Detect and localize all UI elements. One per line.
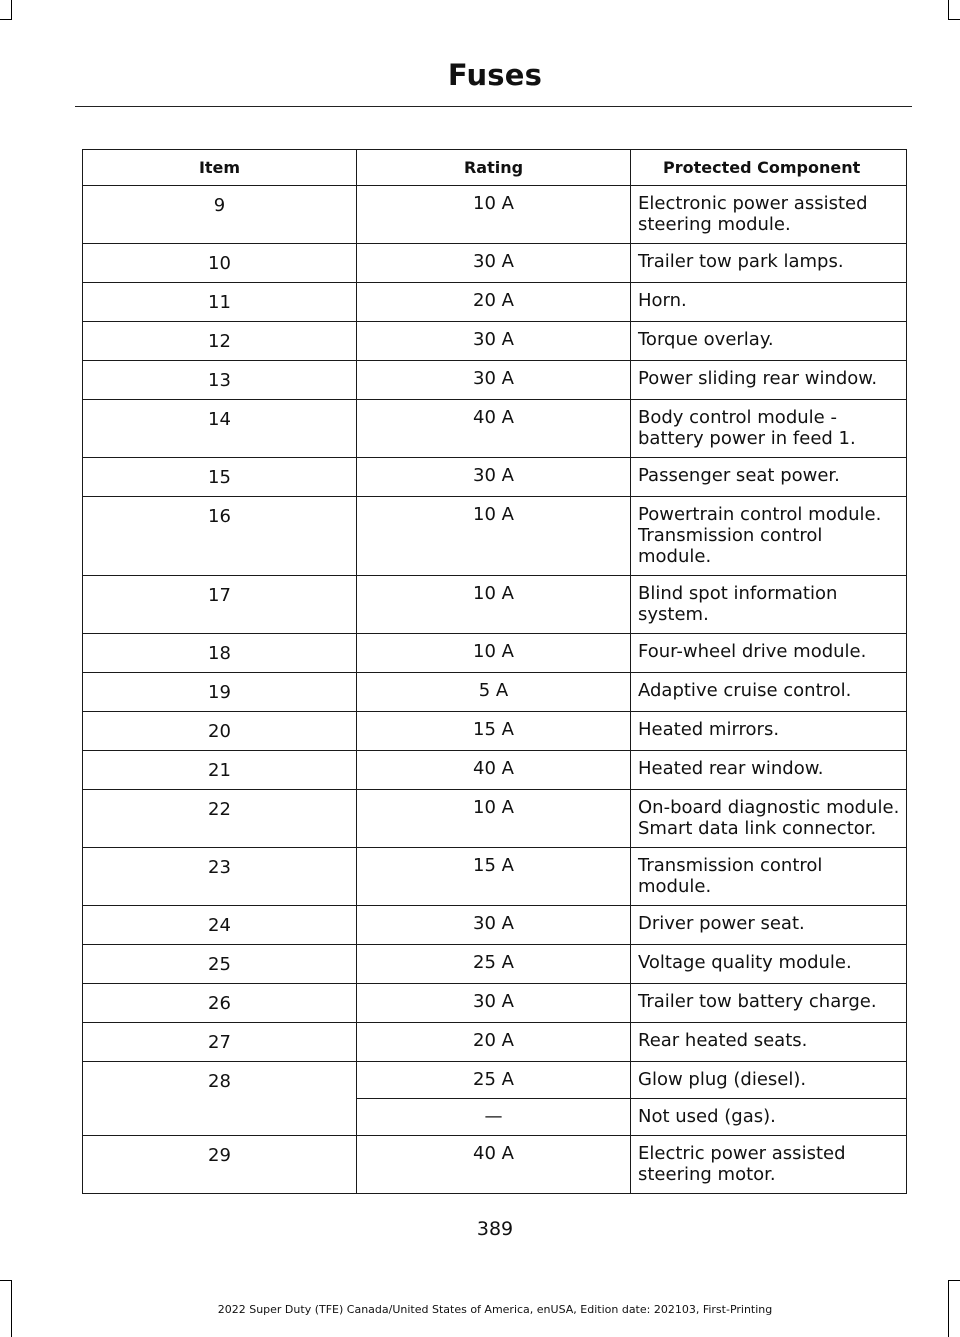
table-row bbox=[83, 361, 907, 400]
component-text: Transmission control module. bbox=[638, 855, 823, 897]
component-text: Passenger seat power. bbox=[638, 465, 840, 486]
protected-component bbox=[631, 458, 907, 497]
component-text: Driver power seat. bbox=[638, 913, 805, 934]
table-row bbox=[83, 790, 907, 848]
table-row bbox=[83, 673, 907, 712]
protected-component bbox=[631, 790, 907, 848]
protected-component bbox=[631, 984, 907, 1023]
protected-component bbox=[631, 906, 907, 945]
component-text: Transmission control module. bbox=[638, 525, 823, 567]
fuse-item-number: 10 bbox=[83, 244, 357, 283]
fuse-rating: 40 A bbox=[357, 1136, 631, 1194]
fuse-rating: 40 A bbox=[357, 400, 631, 458]
table-row bbox=[83, 1023, 907, 1062]
component-text: Trailer tow park lamps. bbox=[638, 251, 844, 272]
protected-component bbox=[631, 576, 907, 634]
component-text: Adaptive cruise control. bbox=[638, 680, 852, 701]
protected-component bbox=[631, 322, 907, 361]
fuse-rating: 40 A bbox=[357, 751, 631, 790]
protected-component bbox=[631, 361, 907, 400]
fuse-rating: 10 A bbox=[357, 186, 631, 244]
column-header-protected-component: Protected Component bbox=[631, 150, 907, 186]
component-text: Heated mirrors. bbox=[638, 719, 780, 740]
component-text: Smart data link connector. bbox=[638, 818, 877, 839]
fuse-item-number: 18 bbox=[83, 634, 357, 673]
protected-component bbox=[631, 244, 907, 283]
fuse-rating: 30 A bbox=[357, 984, 631, 1023]
protected-component bbox=[631, 186, 907, 244]
fuse-item-number: 12 bbox=[83, 322, 357, 361]
fuse-rating: 30 A bbox=[357, 361, 631, 400]
component-text: Glow plug (diesel). bbox=[638, 1069, 807, 1090]
protected-component bbox=[631, 945, 907, 984]
fuse-rating: 15 A bbox=[357, 848, 631, 906]
table-row bbox=[83, 458, 907, 497]
table-row bbox=[83, 751, 907, 790]
fuse-rating: 25 A bbox=[357, 1062, 631, 1099]
protected-component bbox=[631, 497, 907, 576]
fuse-item-number: 24 bbox=[83, 906, 357, 945]
protected-component bbox=[631, 1099, 907, 1136]
table-row bbox=[83, 906, 907, 945]
fuse-item-number: 15 bbox=[83, 458, 357, 497]
protected-component bbox=[631, 634, 907, 673]
fuse-rating: 15 A bbox=[357, 712, 631, 751]
page-title: Fuses bbox=[447, 58, 543, 92]
fuse-item-number: 21 bbox=[83, 751, 357, 790]
fuse-item-number: 20 bbox=[83, 712, 357, 751]
protected-component bbox=[631, 1023, 907, 1062]
crop-mark bbox=[948, 19, 960, 20]
table-row bbox=[83, 945, 907, 984]
fuse-item-number: 28 bbox=[83, 1062, 357, 1136]
fuse-item-number: 23 bbox=[83, 848, 357, 906]
component-text: On-board diagnostic module. bbox=[638, 797, 900, 818]
table-header-row bbox=[83, 150, 907, 186]
component-text: Powertrain control module. bbox=[638, 504, 882, 525]
table-row bbox=[83, 712, 907, 751]
protected-component bbox=[631, 400, 907, 458]
fuse-item-number: 11 bbox=[83, 283, 357, 322]
fuse-item-number: 16 bbox=[83, 497, 357, 576]
protected-component bbox=[631, 712, 907, 751]
fuse-item-number: 29 bbox=[83, 1136, 357, 1194]
table-row bbox=[83, 1062, 907, 1099]
component-text: Blind spot information system. bbox=[638, 583, 838, 625]
protected-component bbox=[631, 1136, 907, 1194]
component-text: Trailer tow battery charge. bbox=[638, 991, 877, 1012]
fuse-item-number: 14 bbox=[83, 400, 357, 458]
component-text: Four-wheel drive module. bbox=[638, 641, 867, 662]
table-row bbox=[83, 576, 907, 634]
table-row bbox=[83, 984, 907, 1023]
fuse-item-number: 22 bbox=[83, 790, 357, 848]
column-header-item: Item bbox=[83, 150, 357, 186]
table-row bbox=[83, 1136, 907, 1194]
fuse-rating: 20 A bbox=[357, 283, 631, 322]
fuse-rating: 20 A bbox=[357, 1023, 631, 1062]
component-text: Rear heated seats. bbox=[638, 1030, 808, 1051]
fuse-rating: 10 A bbox=[357, 576, 631, 634]
component-text: Body control module - battery power in feed 1. bbox=[638, 407, 856, 449]
table-row bbox=[83, 848, 907, 906]
crop-mark bbox=[948, 1280, 960, 1281]
crop-mark bbox=[11, 0, 12, 20]
component-text: Not used (gas). bbox=[638, 1106, 776, 1127]
fuse-rating: — bbox=[357, 1099, 631, 1136]
fuse-rating: 30 A bbox=[357, 458, 631, 497]
fuse-rating: 30 A bbox=[357, 322, 631, 361]
table-row bbox=[83, 244, 907, 283]
component-text: Heated rear window. bbox=[638, 758, 824, 779]
crop-mark bbox=[0, 1280, 12, 1281]
crop-mark bbox=[0, 19, 12, 20]
fuse-rating: 30 A bbox=[357, 906, 631, 945]
table-row bbox=[83, 322, 907, 361]
page-footer: 2022 Super Duty (TFE) Canada/United States of America, enUSA, Edition date: 202103, First-Printing bbox=[217, 1303, 773, 1316]
table-row bbox=[83, 634, 907, 673]
page-number: 389 bbox=[476, 1218, 514, 1240]
title-divider bbox=[75, 106, 912, 107]
fuse-rating: 10 A bbox=[357, 497, 631, 576]
protected-component bbox=[631, 1062, 907, 1099]
fuse-item-number: 19 bbox=[83, 673, 357, 712]
protected-component bbox=[631, 673, 907, 712]
fuse-item-number: 27 bbox=[83, 1023, 357, 1062]
fuse-rating: 25 A bbox=[357, 945, 631, 984]
fuse-rating: 5 A bbox=[357, 673, 631, 712]
protected-component bbox=[631, 751, 907, 790]
crop-mark bbox=[948, 0, 949, 20]
fuse-rating: 10 A bbox=[357, 790, 631, 848]
component-text: Power sliding rear window. bbox=[638, 368, 878, 389]
table-row bbox=[83, 400, 907, 458]
component-text: Torque overlay. bbox=[638, 329, 774, 350]
protected-component bbox=[631, 848, 907, 906]
component-text: Horn. bbox=[638, 290, 687, 311]
fuse-rating: 30 A bbox=[357, 244, 631, 283]
fuse-item-number: 26 bbox=[83, 984, 357, 1023]
fuse-item-number: 25 bbox=[83, 945, 357, 984]
fuse-item-number: 9 bbox=[83, 186, 357, 244]
component-text: Electronic power assisted steering module. bbox=[638, 193, 868, 235]
fuse-item-number: 17 bbox=[83, 576, 357, 634]
fuse-rating: 10 A bbox=[357, 634, 631, 673]
fuse-table bbox=[82, 149, 907, 1194]
table-row bbox=[83, 186, 907, 244]
table-row bbox=[83, 283, 907, 322]
table-row bbox=[83, 497, 907, 576]
column-header-rating: Rating bbox=[357, 150, 631, 186]
protected-component bbox=[631, 283, 907, 322]
fuse-item-number: 13 bbox=[83, 361, 357, 400]
component-text: Voltage quality module. bbox=[638, 952, 852, 973]
component-text: Electric power assisted steering motor. bbox=[638, 1143, 846, 1185]
